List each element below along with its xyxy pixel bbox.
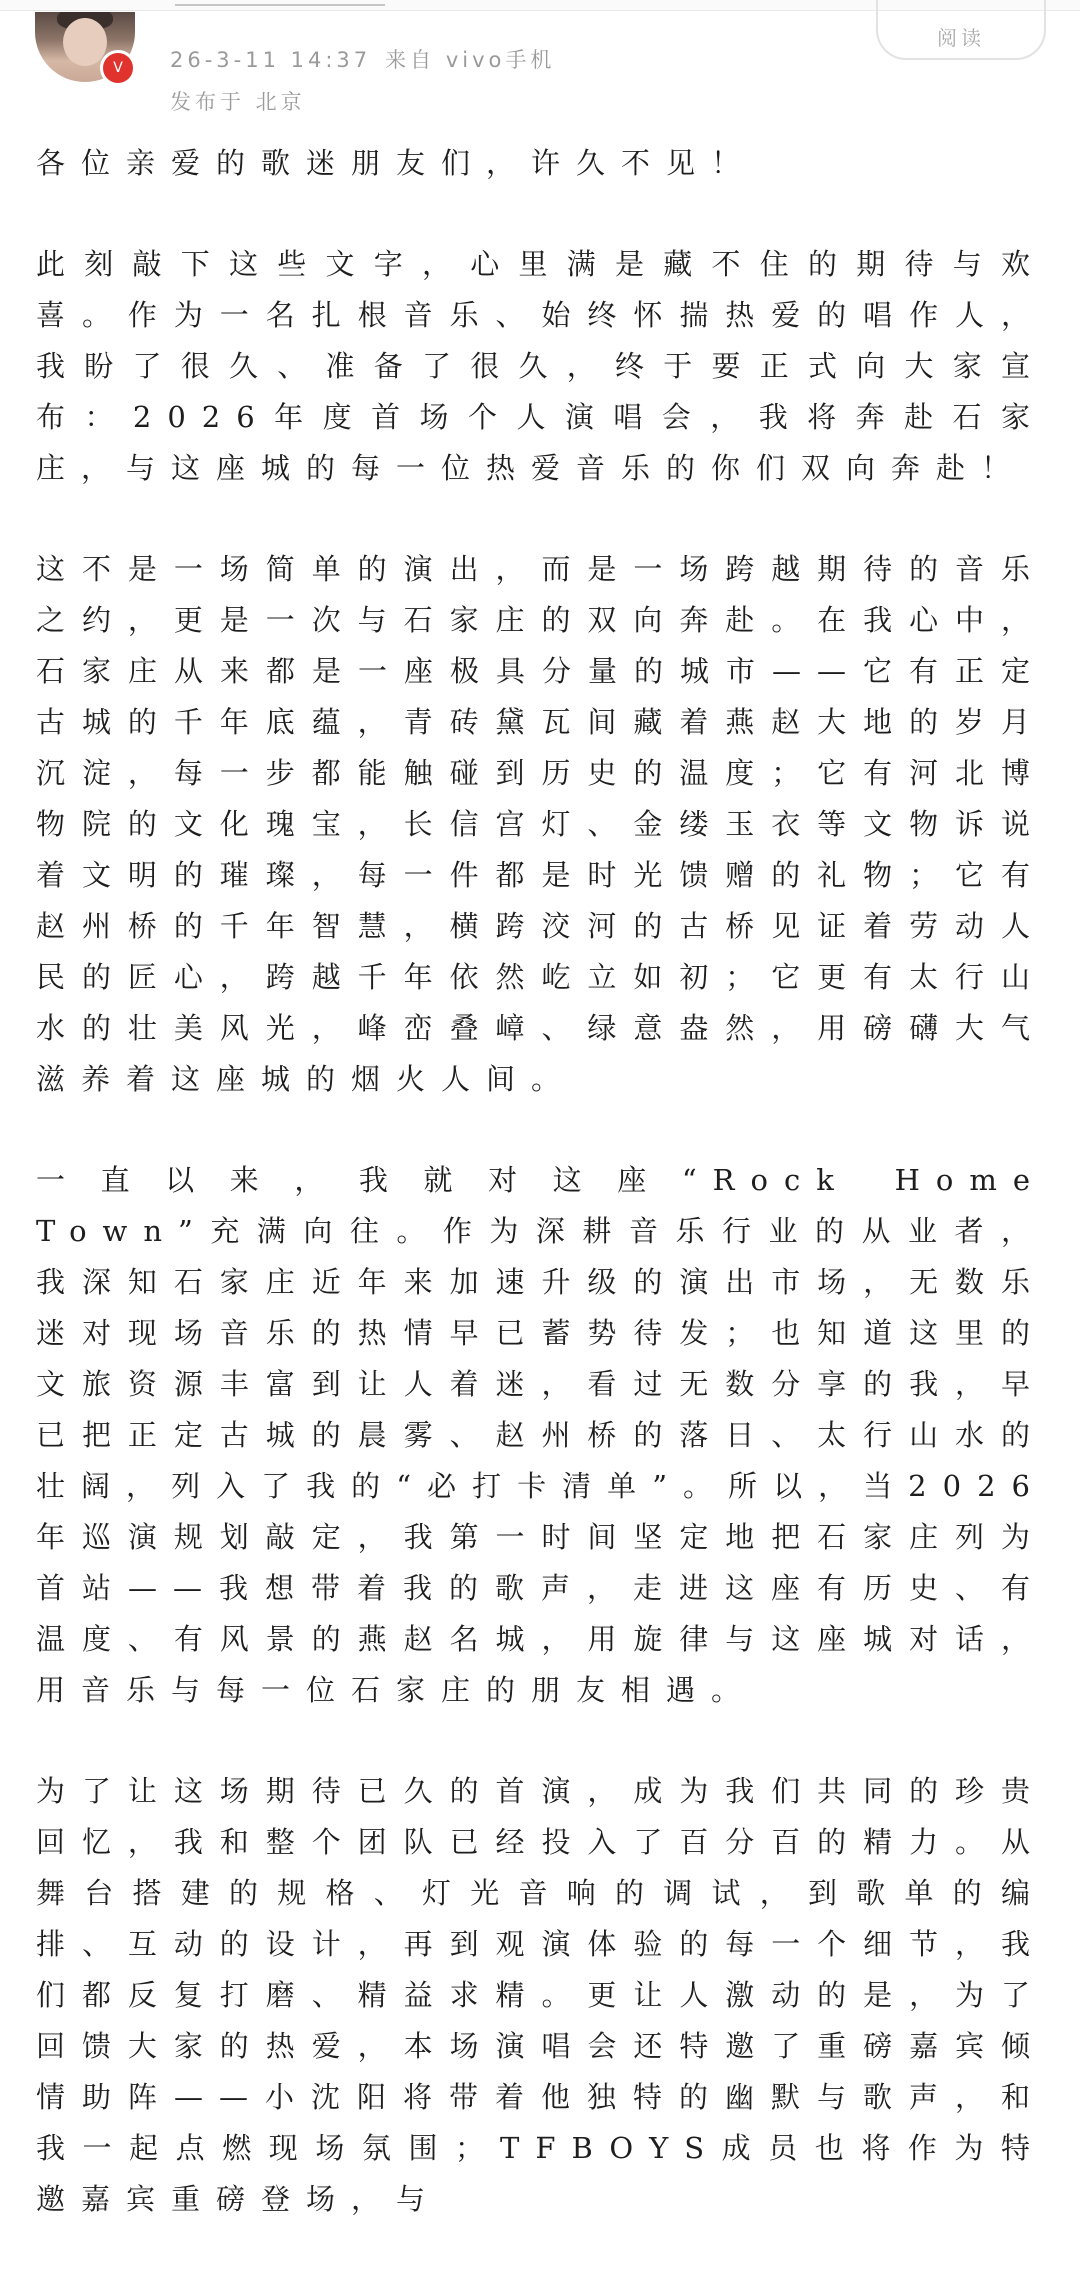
post-paragraph-3: 一直以来，我就对这座“Rock Home Town”充满向往。作为深耕音乐行业的从业者，我深知石家庄近年来加速升级的演出市场，无数乐迷对现场音乐的热情早已蓄势待发；也知道这里的文旅资源丰富到让人着迷，看过无数分享的我，早已把正定古城的晨雾、赵州桥的落日、太行山水的壮阔，列入了我的“必打卡清单”。所以，当2026年巡演规划敲定，我第一时间坚定地把石家庄列为首站——我想带着我的歌声，走进这座有历史、有温度、有风景的燕赵名城，用旋律与这座城对话，用音乐与每一位石家庄的朋友相遇。 [36,1163,1046,1707]
post-paragraph-greeting: 各位亲爱的歌迷朋友们，许久不见！ [36,146,757,180]
read-button[interactable]: 阅读 [876,0,1046,60]
post-body [36,138,1046,2275]
username-cut-off [175,0,385,6]
post-time: 26-3-11 14:37 [170,48,372,72]
post-paragraph-1: 此刻敲下这些文字，心里满是藏不住的期待与欢喜。作为一名扎根音乐、始终怀揣热爱的唱作人，我盼了很久、准备了很久，终于要正式向大家宣布：2026年度首场个人演唱会，我将奔赴石家庄，与这座城的每一位热爱音乐的你们双向奔赴！ [36,247,1046,485]
verified-badge-icon: V [100,50,136,86]
post-location: 发布于 北京 [170,90,306,114]
post-paragraph-2: 这不是一场简单的演出，而是一场跨越期待的音乐之约，更是一次与石家庄的双向奔赴。在我心中，石家庄从来都是一座极具分量的城市——它有正定古城的千年底蕴，青砖黛瓦间藏着燕赵大地的岁月沉淀，每一步都能触碰到历史的温度；它有河北博物院的文化瑰宝，长信宫灯、金缕玉衣等文物诉说着文明的璀璨，每一件都是时光馈赠的礼物；它有赵州桥的千年智慧，横跨洨河的古桥见证着劳动人民的匠心，跨越千年依然屹立如初；它更有太行山水的壮美风光，峰峦叠嶂、绿意盎然，用磅礴大气滋养着这座城的烟火人间。 [36,552,1046,1096]
post-source: 来自 vivo手机 [385,48,556,72]
avatar-face [63,18,107,66]
post-paragraph-4: 为了让这场期待已久的首演，成为我们共同的珍贵回忆，我和整个团队已经投入了百分百的精力。从舞台搭建的规格、灯光音响的调试，到歌单的编排、互动的设计，再到观演体验的每一个细节，我们都反复打磨、精益求精。更让人激动的是，为了回馈大家的热爱，本场演唱会还特邀了重磅嘉宾倾情助阵——小沈阳将带着他独特的幽默与歌声，和我一起点燃现场氛围；TFBOYS成员也将作为特邀嘉宾重磅登场，与 [36,1774,1046,2216]
post-meta-time-source [170,44,555,74]
